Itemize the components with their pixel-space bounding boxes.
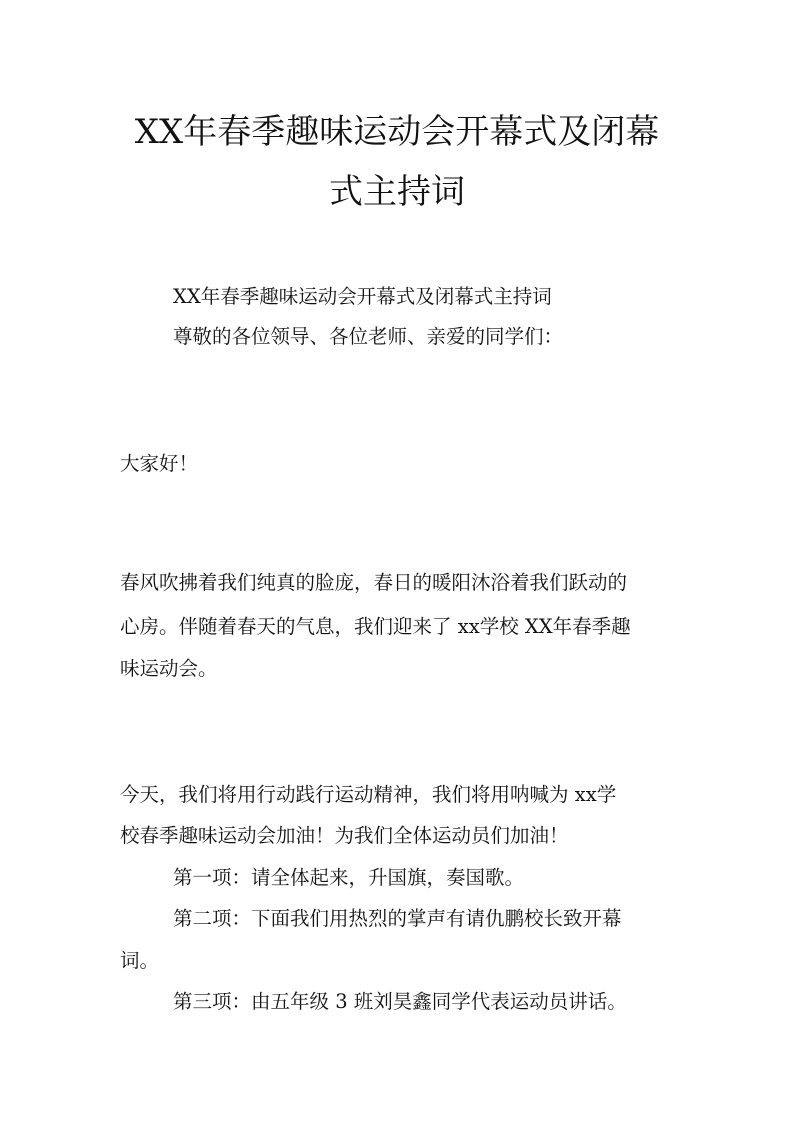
program-item-2-line-2: 词。: [120, 949, 160, 972]
salutation-line: 尊敬的各位领导、各位老师、亲爱的同学们：: [173, 325, 564, 348]
title-line-2: 式主持词: [329, 172, 465, 212]
title-line-1: XX年春季趣味运动会开幕式及闭幕: [134, 112, 660, 152]
greeting-line: 大家好！: [120, 452, 199, 475]
program-item-3: 第三项：由五年级 3 班刘昊鑫同学代表运动员讲话。: [173, 990, 627, 1013]
program-item-1: 第一项：请全体起来，升国旗，奏国歌。: [173, 866, 525, 889]
paragraph-1-line-1: 春风吹拂着我们纯真的脸庞，春日的暖阳沐浴着我们跃动的: [120, 571, 628, 594]
subtitle-line: XX年春季趣味运动会开幕式及闭幕式主持词: [173, 285, 552, 308]
paragraph-2-line-2: 校春季趣味运动会加油！为我们全体运动员们加油！: [120, 824, 569, 847]
paragraph-1-line-2: 心房。伴随着春天的气息，我们迎来了 xx学校 XX年春季趣: [120, 615, 631, 638]
program-item-2-line-1: 第二项：下面我们用热烈的掌声有请仇鹏校长致开幕: [173, 907, 622, 930]
paragraph-2-line-1: 今天，我们将用行动践行运动精神，我们将用呐喊为 xx学: [120, 783, 617, 806]
paragraph-1-line-3: 味运动会。: [120, 657, 218, 680]
document-title: [120, 102, 674, 222]
